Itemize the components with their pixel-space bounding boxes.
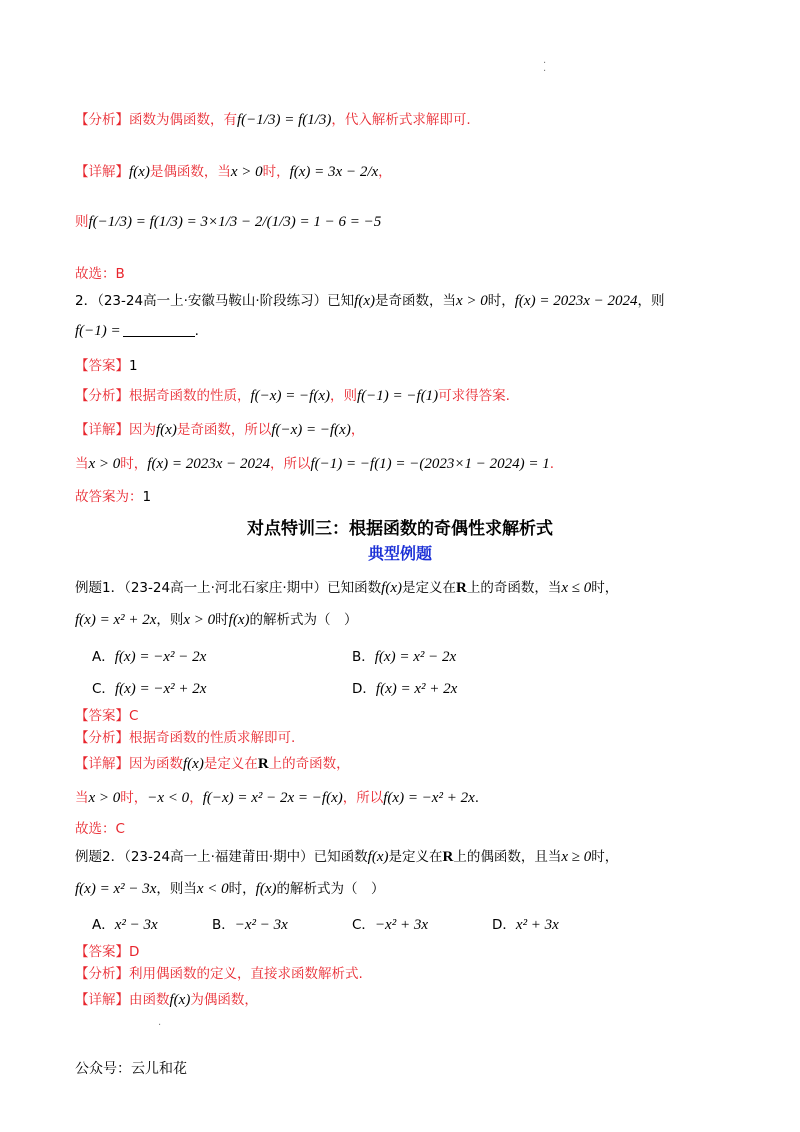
choice-line: 故选：B	[75, 266, 125, 282]
example-1-stem: 例题1．（23-24高一上·河北石家庄·期中）已知函数f(x)是定义在R上的奇函数，当x ≤ 0时，	[75, 580, 619, 596]
detail-line: 【详解】因为f(x)是奇函数，所以f(−x) = −f(x)，	[75, 422, 365, 438]
question-2-stem: 2．（23-24高一上·安徽马鞍山·阶段练习）已知f(x)是奇函数，当x > 0时，f(x) = 2023x − 2024，则	[75, 293, 665, 309]
section-title: 对点特训三：根据函数的奇偶性求解析式	[247, 519, 553, 539]
question-2-blank-line: f(−1) = .	[75, 323, 199, 339]
option-c[interactable]: C．f(x) = −x² + 2x	[92, 681, 207, 697]
detail-line: 【详解】f(x)是偶函数，当x > 0时，f(x) = 3x − 2/x，	[75, 164, 392, 180]
choice-line: 故选：C	[75, 821, 125, 837]
detail-line: 【详解】因为函数f(x)是定义在R上的奇函数，	[75, 756, 350, 772]
footer-text: 公众号：云儿和花	[75, 1061, 187, 1077]
answer-line: 【答案】C	[75, 708, 139, 724]
detail-line-2: 当x > 0时，f(x) = 2023x − 2024，所以f(−1) = −f(1) = −(2023×1 − 2024) = 1.	[75, 456, 555, 472]
stray-dot: ·	[543, 66, 547, 77]
calc-line: 则f(−1/3) = f(1/3) = 3×1/3 − 2/(1/3) = 1 − 6 = −5	[75, 214, 382, 230]
detail-line: 【详解】由函数f(x)为偶函数，	[75, 992, 258, 1008]
formula: f(−1/3) = f(1/3) = 3×1/3 − 2/(1/3) = 1 − 6 = −5	[88, 214, 382, 230]
final-answer-line: 故答案为：1	[75, 489, 152, 505]
analysis-line: 【分析】函数为偶函数，有f(−1/3) = f(1/3)，代入解析式求解即可.	[75, 112, 471, 128]
option-d[interactable]: D．x² + 3x	[492, 917, 559, 933]
example-2-stem: 例题2．（23-24高一上·福建莆田·期中）已知函数f(x)是定义在R上的偶函数，且当x ≥ 0时，	[75, 849, 619, 865]
analysis-line: 【分析】根据奇函数的性质，f(−x) = −f(x)，则f(−1) = −f(1)可求得答案.	[75, 388, 510, 404]
analysis-line: 【分析】利用偶函数的定义，直接求函数解析式.	[75, 966, 363, 982]
analysis-line: 【分析】根据奇函数的性质求解即可.	[75, 730, 296, 746]
option-c[interactable]: C．−x² + 3x	[352, 917, 428, 933]
example-1-stem-2: f(x) = x² + 2x，则x > 0时f(x)的解析式为（ ）	[75, 612, 358, 628]
answer-blank	[123, 322, 195, 337]
detail-line-2: 当x > 0时，−x < 0，f(−x) = x² − 2x = −f(x)，所以f(x) = −x² + 2x.	[75, 790, 480, 806]
stray-dot: ·	[543, 58, 547, 69]
option-a[interactable]: A．f(x) = −x² − 2x	[92, 649, 207, 665]
option-b[interactable]: B．f(x) = x² − 2x	[352, 649, 457, 665]
analysis-tag: 【分析】	[75, 112, 129, 128]
section-subtitle: 典型例题	[367, 544, 432, 563]
detail-tag: 【详解】	[75, 164, 129, 180]
answer-line: 【答案】1	[75, 358, 138, 374]
formula: f(−1/3) = f(1/3)	[237, 112, 332, 128]
option-d[interactable]: D．f(x) = x² + 2x	[352, 681, 458, 697]
example-2-stem-2: f(x) = x² − 3x，则当x < 0时，f(x)的解析式为（ ）	[75, 881, 385, 897]
answer-line: 【答案】D	[75, 944, 140, 960]
stray-dot: ·	[158, 1020, 162, 1031]
option-a[interactable]: A．x² − 3x	[92, 917, 158, 933]
option-b[interactable]: B．−x² − 3x	[212, 917, 288, 933]
